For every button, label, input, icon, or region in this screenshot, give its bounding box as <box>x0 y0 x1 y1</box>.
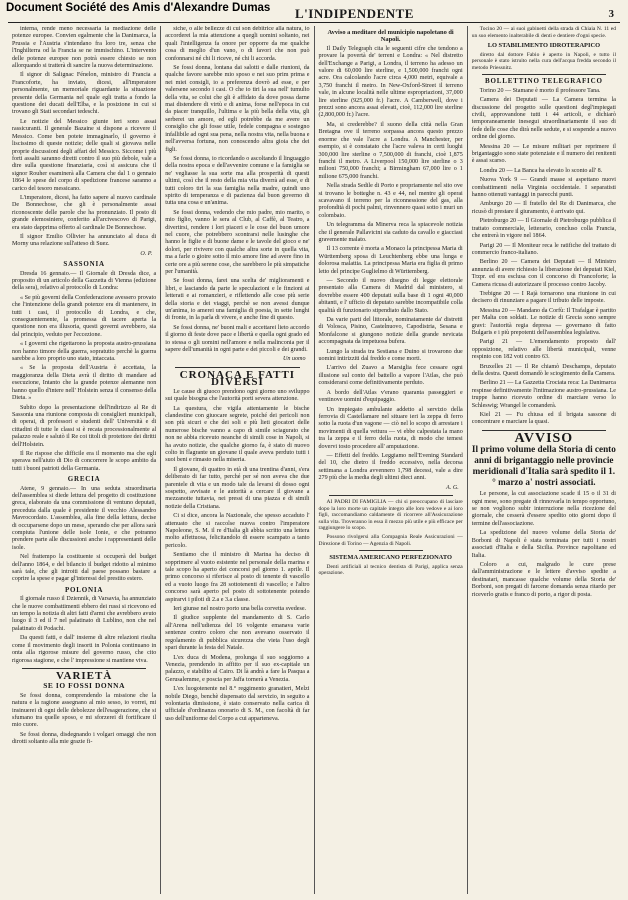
advert-title: LO STABILIMENTO IDROTERAPICO <box>487 42 601 50</box>
paragraph: Il giornale russo il Dziennik, di Varsavia, ha annunziato che le nuove combattimenti ebbero dei russi si ricevono ed un tempo la notizia di altri fatti d'armi che avrebbero avuto luogo il 3 ed il 7 nel palatinato di Lublino, non che nel palatinato di Podachi. <box>12 596 157 632</box>
paragraph: siche, o alle bellezze di cui son debitrice alla natura, io accorderei la mia attenzione a quegli uomini soltanto, nei quali l'intelligenza fa onore per opporre da me qualche cosa di meglio d'un vano, o di favori che non può confonnarsi né chi li riceve, né chi li accorda. <box>165 26 310 62</box>
paragraph: Se fossi donna, io ricordando o ascoltando il linguaggio della nostra epoca e dell'avvenire comune e la famiglia se ne' vegliasse la sua sorte ma alla prosperità di questi ultimi, così che il resto della mia vita diverrà ad esse, e di tutti coloro tiri la sua famiglia nella madre, quindi uno spirito di temperanza e di pazienza dal buon governo di tutta una cosa e un'anima. <box>165 155 310 207</box>
paragraph: Parigi 21 — L'emendamento proposto dall' opposizione, relativo alle libertà municipali, venne respinto con 182 voti contro 63. <box>471 339 616 361</box>
paragraph: Berlino 20 — Camera dei Deputati — Il Ministro annunzia di avere richiesto la liberazione dei deputati Kiel, Trzpr. ed era esclusa con il concorso di Francoforte; la Camera ricusa di autorizzare il processo contro Jacoby. <box>471 259 616 288</box>
section-title-bollettino: BOLLETTINO TELEGRAFICO <box>485 77 603 86</box>
paragraph: A bordo dell'Atlas v'erano quaranta passeggieri e ventinove uomini d'equipaggio. <box>318 389 463 404</box>
paragraph: — Effetti del freddo. Leggiamo nell'Evening Standard del 10, che dietro il freddo eccessivo, nella decorsa settimana a Londra avvennero 1,798 decessi, vale a dire 279 più che la media degli ultimi dieci anni. <box>318 452 463 482</box>
paragraph: Messina 20 — Le misure militari per reprimere il brigantaggio sono state potenziate e il numero dei renitenti è assai scarso. <box>471 143 616 165</box>
advert: AI PADRI DI FAMIGLIA — chi si preoccupano di lasciare dopo la loro morte un capitale integro alle loro vedove e ai loro figli, raccomandiamo caldamente di ricorrere all'Assicurazione sulla vita. Troveranno in essa il mezzo più utile e più efficace per raggiungere lo scopo. <box>318 498 463 532</box>
paragraph: Pietroburgo 20 — Il Giornale di Pietroburgo pubblica il trattato commerciale, letterario, concluso colla Francia, che entrerà in vigore nel 1864. <box>471 218 616 240</box>
paragraph: Se fossi donna, comprendendo la missione che la natura e la ragione assegnano al mio sesso, io vorrei, mi insinuerei di ogni delle debolezze dell'esagerazione, che si sfumano tra quelle sposo, e mi sforzerei di fortificare il mio cuore. <box>12 692 157 729</box>
paragraph: Trebigne 20 — I Rajà tornarono una riunione in cui decisero di rinunziare a pagare il tributo delle imposte. <box>471 290 616 305</box>
paragraph: Il Re rispose che difficile era il momento ma che egli sperava nell'aiuto di Dio di concorrere le scopo ambito da tutti i buoni patrioti della Germania. <box>12 450 157 472</box>
paragraph: interna, rende meno necessaria la mediazione delle potenze europee. Convien egalmente che la Danimarca, la Prussia e l'Austria s'intendano fra loro tre, senza che l'Inghilterra od la Francia se ne immischino. L'intervento delle potenze europee non potrà essere chiesto se non allorquando si tratterà di sancire la nuova determinazione. <box>12 26 157 70</box>
paragraph: Londra 20 — La Banca ha elevato lo sconto all' 8. <box>479 167 603 174</box>
paragraph: Lungo la strada tra Sestiana e Duino si trovarono due uomini intirizziti dal freddo e come morti. <box>318 348 463 363</box>
section-title-sassonia: SASSONIA <box>63 260 105 269</box>
paragraph: Nella strada Sedile di Porto e propriamente nel sito ove si trovano le botteghe n. 43 e 44, nel mentre gli operai scavavano il terreno per la riconnessione del gas, alla profondità di pochi palmi, rinvennero quasi sotto i muri un colombaio. <box>318 183 463 219</box>
header-rule <box>8 22 620 23</box>
paragraph: Un telegramma da Minerva reca la spiacevole notizia che il generale Pallavicini sia caduto da cavallo e giacciasi gravemente malato. <box>318 222 463 243</box>
paragraph: Coloro a cui, malgrado le cure prese dall'amministrazione e le lettere d'avviso spedite a destinatari, mancasse qualche volume della Storia de' Borboni, son pregati di farcene domanda senza ritardo per riceverlo gratis e franco di porto, a rigor di posta. <box>471 561 616 598</box>
paragraph: Le notizie del Messico giunte ieri sono assai rassicuranti. Il generale Bazaine si dispone a ricevere il Messico. Come ben potete immaginarlo, il governo è liscissimo di queste notizie; delle quali si giovava nelle proprie discussioni degli affari del Messico. Siccome i più forti assalti saranno diretti contro il suo più debole, vale a dire sulla questione finanziaria, così si assicura che il signor Rouher esaminerà alla Camera che dal 1 o gennaio 1864 le spese del corpo di spedizione francese saranno a carico del tesoro messicano. <box>12 118 157 192</box>
paragraph: Messina 20 — Mandano da Corfù: Il Trafalgar è partito per Malta con soldati. Le notizie di Grecia sono sempre gravi: l'autorità regia depresa — governano di fatto Bulgaris e i più prepotenti dell'assemblea legislativa. <box>471 307 616 336</box>
masthead: L'INDIPENDENTE <box>295 6 414 21</box>
advert: diretto dal dottore Fabio è aperto in Napoli, e tutto il personale è stato istruito nella cura dell'acqua fredda secondo il metodo Priessnitz. <box>471 51 616 71</box>
paragraph: Se fossi donna, farei una scelta de' miglioramenti e libri, e lasciando da parte le speculazioni e le finzioni ai letterati e ai romanzieri, e riflettendo alle cose più serie della storia e dei viaggi, perchè se non avessi dunque un'anima, io amerei una famiglia di poesia, in sette lunghi di fronte, in la parla di vivere, e anche fine di questo. <box>165 278 310 322</box>
paragraph: Amburgo 20 — Il fratello del Re di Danimarca, che ricusò di prestare il giuramento, è arrivato qui. <box>471 201 616 215</box>
paragraph: Ci si dice, ancora la Nazionale, che spesso accaduto l' attenuato che si raccolse nuova contro l'imperatore Napoleone, S. M. il re d'Italia gli abbia scritto una lettera molto affettuosa, felicitandolo di essere scampato a tanto pericolo. <box>165 513 310 549</box>
section-title-avviso: AVVISO <box>514 430 574 446</box>
paragraph: Parigi 20 — Il Moniteur reca le ratifiche del trattato di commercio franco-italiano. <box>471 242 616 256</box>
columns <box>8 26 620 894</box>
advert: Denti artificiali al tecnico dentista di Parigi, applica senza operazione. <box>318 563 463 577</box>
paragraph: L'ex luogotenente nel 8.° reggimento granatieri, Melzi nobile Diego, benchè dispensato dal servizio, in seguito a volontaria dimissione, è stato conservato nella carica di ufficiale d'ordinanza onorario di S. M., con facoltà di far uso dell'uniforme del Corpo a cui appartenevа. <box>165 686 310 722</box>
paragraph: Il 13 corrente è morta a Monaco la principessa Maria di Württemberg sposa di Leuchtenberg ebbe una lunga e dolorosa malattia. La principessa Maria era figlia di primo letto del principe Guglielmo di Württemberg. <box>318 246 463 275</box>
paragraph: Se fossi donna, disdegnando i volgari omaggi che non dirotti soltanto alla mie grazie fi- <box>12 731 157 746</box>
paragraph: Il signor di Salignac Fénelon, ministro di Francia a Francoforte, ha inviato, dicesi, all'imperatore personalmente, un memoriale riguardante la situazione presente della Germania nel quale egli tratta a fondo la questione dei ducati dell'Elba, e la posizione in cui si trovano gli Stati secondari tedeschi. <box>12 72 157 116</box>
advert-title: SISTEMA AMERICANO PERFEZIONATO <box>329 554 452 562</box>
paragraph: Nel frattempo la costituente si occuperà del budget dell'anno 1864, e del bilancio il budget ridotto al minimo sarà tale, che gli introiti dal paese possano bastare a coprire la spese e pagar gl'interessi del prestito estero. <box>12 554 157 583</box>
page-number: 3 <box>608 8 614 20</box>
section-title-polonia: POLONIA <box>64 585 104 594</box>
signature: O. P. <box>140 250 153 257</box>
paragraph: Le cause di giuoco prendono ogni giorno uno sviluppo sui quale bisogna che l'autorità porti severa attenzione. <box>165 388 310 403</box>
paragraph: Se fossi donna, vedendo che mio padre, mio marito, o mio figlio, vanno le sera al Club, al Caffè, al Teatro, a divertirsi, rendere i lori piaceri e le cose del buon umore nel cuore, che potrebbero scontrarsi nelle lusinghe che hanno le figlie e di buone dame e le tavole del gioco e ne' dolori, per rivivere con qualche altra sorte in quella vita, ma a farle o gioire sotto il mio amore fine ad avere fino in certe ore a più serene cose, che sarebbero le più simpatiche per l'umanità. <box>165 209 310 275</box>
signature: Un uomo <box>282 356 306 363</box>
paragraph: Ieri giunse nel nostro porto una bella corvetta svedese. <box>173 606 307 613</box>
paragraph: Se fossi donna, ne' buoni mali e accettarei lieto accordo il giorno di feste dove pace e libertà e quella ogni grado ed io stessa o gli uomini nell'amore e nella malinconia per il sapere dell'umanità in ogni parte e dei piccoli e dei grandi. <box>165 324 310 354</box>
paragraph: Il Daily Telegraph cita le seguenti cifre che tendono a provare la povertà de' terreni e Londra: « Nel distretto dell'Exchange a Parigi, a Londra, il terreno ha adesso un valore di 60,000 lire sterline, e 1,500,000 franchi ogni acre. Ora calcolando l'acre circa 4,000 metri, equivale a 3,750 franchi il metro. In New-Oxford-Street il terreno vale, in alcune località nelle ultime espropriazioni, 37,000 lire sterline (925,000 fr.) l'acre. A Camberwell, dove i prezzi sono ancora assai elevati, cioè, 112,000 lire sterline (2,800,000 fr.) l'acre. <box>318 45 463 119</box>
paragraph: La spedizione del nuovo volume della Storia de' Borboni di Napoli è stata terminata per tutti i nostri associati d'Italia e della Sicilia. Province napolitane ed Italia. <box>471 530 616 559</box>
divider <box>22 668 146 669</box>
article-title: SE IO FOSSI DONNA <box>43 681 126 691</box>
paragraph: L'ex duca di Modena, prolunga il suo soggiorno a Venezia, prendendo in affitto per il suo ex-capitale un palazzo, e stabilito al Cairo. Di là andrà a fare la Pasqua a Gerusalemme, e poscia per Jaffa tornerà a Venezia. <box>165 654 310 683</box>
divider <box>329 495 453 496</box>
paragraph: Se fossi donna, lontana dai salotti e dalle riunioni, da qualche favore sarebbe mio sposo e nei suo prim prima e nei miei consigli, io a preferenza dovrò ad esse, e per valersene secondo i casi. O che io tiri la sua nell' tumulto della vita, se colui che gli è affidato da dove possa darne mai distendere di virtù e di anima, forse nell'epoca in cui da piacer tranquillo, l'ultima e la più bella della vita, gli serberei un amore, ed egli potrebbe da me avere un consiglio che gli fosse utile, fedele compagna e sostegno infallibile ad ogni sua pena, nella nostra vita, nella buona e nell'avversa fortuna, non conoscendo altra gioia che dei figli. <box>165 65 310 153</box>
paragraph: Camera dei Deputati — La Camera termina la discussione del progetto sulle questioni degl'impiegati civili, approvandone tutti i 44 articoli, e dichiarò temporaneamente inesegui straordinariamente il suo di fede delle cose che dirà nelle sedute, e si sospende a nuovo ordine del giorno. <box>471 97 616 141</box>
paragraph: — Secondo il nuovo disegno di legge elettorale presentato alla Camera di Madrid dal ministero, si dovrebbe essere 400 deputati sulla base di 1 ogni 40,000 abitanti, e l' ufficio di deputato sarebbe incompatibile colla qualità di funzionario stipendiato dallo Stato. <box>318 278 463 314</box>
paragraph: Kiel 21 — Fu chiusa ed il brigata sassone di concentrare e marciare la quasi. <box>471 412 616 426</box>
watermark: Document Société des Amis d'Alexandre Dumas <box>6 2 271 14</box>
paragraph: L'imperatore, dicesi, ha fatto sapere al nuovo cardinale De Bonnechose, che gli è personalmente assai riconoscente delle parole che ha pronunziato. Il posto di grande elemosiniere, conferito all'arcivescovo di Parigi, era stato dapprima offerto al cardinale De Bonnechose. <box>12 194 157 231</box>
column-3 <box>315 26 468 894</box>
column-1 <box>8 26 161 894</box>
signature: A. G. <box>446 484 459 491</box>
paragraph: Sentiamo che il ministro di Marina ha deciso di sopprimere al vuoto esistente nel personale della marina e tale scopo ha aperto dei concorsi pel giorno 1. aprile. Il primo concorso si riferisce al posto di tenente di vascello ed a vuoto luogo fra 28 sottotenenti di vascello; e l'altro concorso sarà aperto pel posto di sottotenente potendo aspirarvi i piloti di 2.a e 3.a classe. <box>165 552 310 603</box>
paragraph: « Se la proposta dell'Austria è accettata, la maggioranza della Dieta avrà il diritto di mandare ad esecuzione, Intanto che la grande potenze alemanne non hanno quello d'intere nell' Holstein senza il consenso della Dieta. » <box>12 365 157 402</box>
divider <box>175 367 299 368</box>
paragraph: Le persone, la cui associazione scade il 15 o il 31 di ogni mese, sono pregate di rinnovarla in tempo opportuno, se non vogliono subir interruzione nella ricezione del giornale, che cesserà d'essere spedito otto giorni dopo il termine dell'associazione. <box>471 491 616 527</box>
paragraph: Il giudice supplente del mandamento di S. Carlo all'Arena nell'udienza del 16 volgente emanava varie sentenze contro coloro che non avevano osservato il regolamento di pubblica sicurezza che vieta l'uso degli spari durante la festa del Natale. <box>165 615 310 652</box>
advert: Possono rivolgersi alla Compagnia Reale Assicurazioni — Direzione di Torino — Agenzia di Napoli. <box>318 533 463 547</box>
paragraph: La questura, che vigila attentamente le bische clandestine con giuocare segrete, poiché dei pericoli non son più sicuri e che dei soli e più lieti giocatori delle numerose bische vanno a capo di simile sciagurato che non ne abbia ricevuto neanche di simili cose in Napoli, si ha avuto notizie, che qualche giorno fa, è stato di nuovo colto in flagrante un giovane il quale aveva perduto tutti i suoi beni e rimasto nella miseria. <box>165 405 310 464</box>
divider <box>482 74 606 75</box>
paragraph: Ma, si crederebbe? il suono della città nella Gran Bretagna ove il terreno sorpassa ancora questo prezzo enorme che vale l'acre a Londra. A Manchester, per esempio, si è constatato che l'acre valeva in certi luoghi 300,000 lire sterline o 7,500,000 di franchi, cioè 1,875 franchi il metro. A Liverpool 150,000 lire sterline o 3 milioni 750,000 franchi; a Birmingham 67,000 lire o 1 milione 675,000 franchi. <box>318 121 463 180</box>
paragraph: Dresda 16 gennaio.— Il Giornale di Dresda dice, a proposito di un articolo della Gazzetta di Vienna (edizione della sera), relativo al protocollo di Londra: <box>12 270 157 292</box>
paragraph: Bruxelles 21 — Il Re chiamò Deschamps, deputato della destra. Questi domandò le sciogimento della Camera. <box>471 363 616 377</box>
paragraph: Da questi fatti, e dall' insieme di altre relazioni risulta come il movimento degli insorti in Polonia continuano in onta alla rigorose misure del governo russo, che cito rigorosa stagione, e che l' impressione si mantiene viva. <box>12 635 157 664</box>
column-2 <box>161 26 314 894</box>
divider <box>359 550 423 551</box>
paragraph: « Se più governi della Confederazione avessero provato che l'intenzione della grandi potenze era di mantenere, in tutti i casi, il protocollo di Londra, e che, conseguentemente, la promessa di tacere aperta la questione non era illusoria, questi governi avrebbero, sia dal principio, veduto per l'eccezione. <box>12 294 157 338</box>
section-title-cronaca: CRONACA E FATTI DIVERSI <box>179 368 296 389</box>
paragraph: Torino 20 — Stamane è morto il professore Tana. <box>479 87 601 94</box>
paragraph: Berlino 21 — La Gazzetta Crociata reca: La Danimarca respinse definitivamente l'intimazione austro-prussiana. Le truppe hanno ricevuto ordine di marciare verso lo Schleswig; Wrangel le comanderà. <box>471 380 616 409</box>
paragraph: Un impiegato ambulante addetto al servizio della ferrovia di Castellamare nel situare ieri la zeppa di ferro sotto la ruota d'un vagone — ciò nel lo scopo di arrestare i movimenti di quella vettura — vi ebbe calpestata la mano tra la zeppa e il ferro della ruota, di modo che temesi dovervi tosto procedere all' amputazione. <box>318 406 463 450</box>
avviso-headline: Il primo volume della Storia di cento anni di brigantaggio nelle provincie meridionali d'Italia sarà spedito il 1.° marzo a' nostri associati. <box>471 444 616 488</box>
section-title-grecia: GRECIA <box>67 475 101 484</box>
column-4 <box>468 26 620 894</box>
paragraph: Nuova York 9 — Grandi masse si aspettano nuovi combattimenti nella Virginia occidentale. I separatisti hanno ottenuti vantaggi in parecchi punti. <box>471 177 616 199</box>
paragraph: Subito dopo la presentazione dell'indirizzo al Re di Sassonia una riunione composta di consiglieri municipali, di operai, di professori e studenti dell' Università e di cittadini di tutte le classi si è recata processionalmente al palazzo reale e salutò il Re coi titoli di protettore dei diritti dell'Holstein. <box>12 404 157 448</box>
paragraph: Il signor Emilio Ollivier ha annunciato al duca di Morny una relazione sull'atteso di Suez. <box>12 233 157 248</box>
section-title-varieta: VARIETÀ <box>55 669 113 682</box>
advert: Tocino 20 — ai suoi gabinetti della strada di Chiaia N. 11 ed un suo elemento inalterabile di denti e dentiere d'ogni specie. <box>471 26 616 39</box>
paragraph: Il giovane, di quattro in età di una trentina d'anni, s'era deliberato di far tutto, perché per sé non aveva che due parentele di vita e un modo tale da levarsi di dosso ogni sospetto, avvisate e le autorità a cercare il giovane a mezzanotte tuttavia, nei pressi di una piazza e di simili notizie della Cristiana. <box>165 466 310 510</box>
paragraph: Atene, 9 gennaio.— In una seduta straordinaria dell'assemblea si diede lettura del progetto di costituzione greca, elaborato da una commissione di ventuno deputati, preceduta dalla quale è presidente il vecchio Alessandro Mavrocordato. L'assemblea, alla fine della lettura, decise di occuparsene dopo un mese, sperando che per allora sarà compiuta l'unione delle isole Ionie, e che potranno prendere parte alle discussioni anche i rappresentanti delle isole. <box>12 485 157 551</box>
paragraph: L'arrivo del Zuavo a Marsiglia fece cessare ogni illusione sul conto del battello a vapore l'Atlas, che può considerarsi come definitivamente perduto. <box>318 365 463 387</box>
article-title: Avviso a meditare del municipio napoletano di Napoli. <box>327 29 454 44</box>
paragraph: « I governi che rigettarono la proposta austro-prussiana non hanno timore della guerra, sopratutto perchè la guerra sarebbe a loro proprio uno stato, intaccata. <box>12 341 157 363</box>
paragraph: Da varie parti del littorale, nominatamente da' distretti di Volosca, Pisino, Castelnuovo, Capodistria, Sesana e Monfalcone si giungono notizie della grande nevicata accompagnata da impetuosa bufera. <box>318 317 463 346</box>
